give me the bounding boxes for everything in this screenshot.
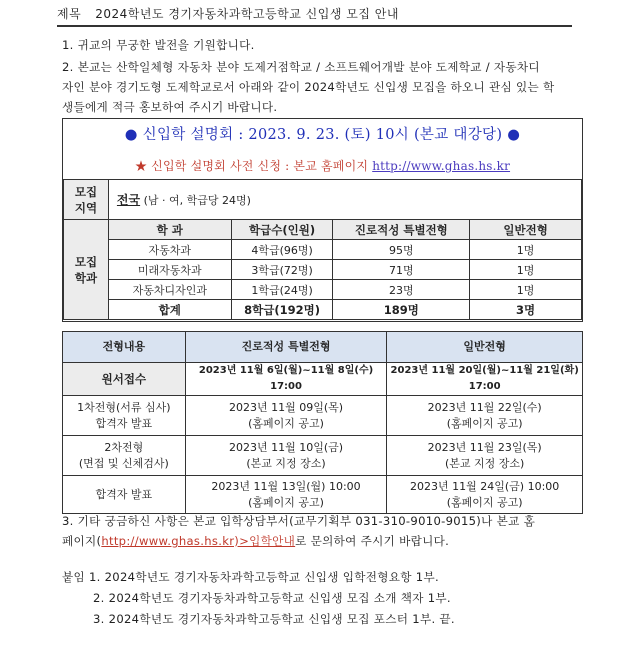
final-general-note: (홈페이지 공고) [446,495,523,509]
cell-classes: 4학급(96명) [231,240,333,260]
bullet-icon: ● [124,127,138,143]
recruitment-table [63,179,582,320]
cell-classes: 3학급(72명) [231,260,333,280]
total-label: 합계 [108,300,231,320]
paragraph-3-line-2 [62,530,449,552]
schedule-header-special: 진로적성 특별전형 [185,332,387,363]
paragraph-3-suffix: 로 문의하여 주시기 바랍니다. [295,534,450,548]
second-round-general [387,436,583,476]
table-row [63,332,583,363]
attachment-1: 붙임 1. 2024학년도 경기자동차과학고등학교 신입생 입학전형요항 1부. [62,570,439,584]
second-round-label-1: 2차전형 [104,440,144,454]
pre-registration-note [63,157,582,174]
table-row [63,476,583,514]
paragraph-2-line-3: 생들에게 적극 홍보하여 주시기 바랍니다. [62,100,278,114]
region-label-line-2: 지역 [74,200,98,215]
second-special-note: (본교 지정 장소) [246,456,326,470]
second-special-date: 2023년 11월 10일(금) [229,440,344,454]
recruitment-box [62,118,583,322]
second-round-special [185,436,387,476]
dept-label [64,220,109,320]
attachment-3: 3. 2024학년도 경기자동차과학고등학교 신입생 모집 포스터 1부. 끝. [93,612,455,626]
paragraph-1: 1. 귀교의 무궁한 발전을 기원합니다. [62,38,255,52]
col-header-general: 일반전형 [470,220,582,240]
first-general-note: (홈페이지 공고) [446,416,523,430]
info-session-text: 신입학 설명회 : 2023. 9. 23. (토) 10시 (본교 대강당) [142,127,503,143]
final-special [185,476,387,514]
table-row [63,436,583,476]
admission-link[interactable]: http://www.ghas.hs.kr)>입학안내 [101,534,296,548]
paragraph-2-line-1: 2. 본교는 산학일체형 자동차 분야 도제거점학교 / 소프트웨어개발 분야 도제학교 / 자동차디 [62,60,540,74]
second-general-date: 2023년 11월 23일(목) [427,440,542,454]
first-round-special [185,396,387,436]
schedule-table [62,331,583,514]
first-general-date: 2023년 11월 22일(수) [427,400,542,414]
dept-label-line-2: 학과 [74,270,98,285]
region-value [108,180,581,220]
second-round-label-2: (면접 및 신체검사) [78,456,169,470]
schedule-header-type: 전형내용 [63,332,186,363]
apply-special: 2023년 11월 6일(월)~11월 8일(수) 17:00 [185,363,387,396]
apply-general: 2023년 11월 20일(월)~11월 21일(화) 17:00 [387,363,583,396]
schedule-header-general: 일반전형 [387,332,583,363]
second-round-label [63,436,186,476]
cell-general: 1명 [470,260,582,280]
col-header-special: 진로적성 특별전형 [333,220,470,240]
total-general: 3명 [470,300,582,320]
info-session-banner [63,123,582,144]
second-general-note: (본교 지정 장소) [445,456,525,470]
subject-line [57,3,572,27]
cell-dept: 자동차디자인과 [108,280,231,300]
table-total-row [64,300,582,320]
apply-label: 원서접수 [63,363,186,396]
first-round-label-1: 1차전형(서류 심사) [77,400,171,414]
paragraph-3-prefix: 페이지( [62,534,102,548]
dept-label-line-1: 모집 [74,254,98,269]
col-header-classes: 학급수(인원) [231,220,333,240]
first-round-label [63,396,186,436]
cell-dept: 미래자동차과 [108,260,231,280]
final-label: 합격자 발표 [63,476,186,514]
first-round-label-2: 합격자 발표 [95,416,153,430]
paragraph-3-line-1: 3. 기타 궁금하신 사항은 본교 입학상담부서(교무기획부 031-310-9010-9015)나 본교 홈 [62,514,536,528]
cell-dept: 자동차과 [108,240,231,260]
final-special-note: (홈페이지 공고) [248,495,324,509]
region-label-line-1: 모집 [74,184,98,199]
col-header-dept: 학 과 [108,220,231,240]
homepage-link[interactable]: http://www.ghas.hs.kr [372,159,511,173]
first-round-general [387,396,583,436]
region-value-bold: 전국 [116,193,141,207]
table-row [64,180,582,220]
first-special-note: (홈페이지 공고) [248,416,324,430]
bullet-icon: ● [507,127,521,143]
table-row [64,220,582,240]
table-row [63,363,583,396]
final-special-date: 2023년 11월 13일(월) 10:00 [211,479,361,493]
total-special: 189명 [333,300,470,320]
attachment-2: 2. 2024학년도 경기자동차과학고등학교 신입생 모집 소개 책자 1부. [93,591,451,605]
star-icon: ★ [134,159,148,173]
cell-special: 71명 [333,260,470,280]
cell-general: 1명 [470,240,582,260]
cell-classes: 1학급(24명) [231,280,333,300]
region-value-rest: (남 · 여, 학급당 24명) [143,194,251,207]
cell-general: 1명 [470,280,582,300]
subject-title: 2024학년도 경기자동차과학고등학교 신입생 모집 안내 [95,7,399,21]
paragraph-2-line-2: 자인 분야 경기도형 도제학교로서 아래와 같이 2024학년도 신입생 모집을 하오니 관심 있는 학 [62,80,555,94]
final-general-date: 2023년 11월 24일(금) 10:00 [410,479,560,493]
pre-registration-text: 신입학 설명회 사전 신청 : 본교 홈페이지 [151,159,369,173]
table-row [64,240,582,260]
first-special-date: 2023년 11월 09일(목) [229,400,344,414]
table-row [63,396,583,436]
final-general [387,476,583,514]
cell-special: 95명 [333,240,470,260]
table-row [64,260,582,280]
table-row [64,280,582,300]
cell-special: 23명 [333,280,470,300]
region-label [64,180,109,220]
total-classes: 8학급(192명) [231,300,333,320]
subject-label: 제목 [57,7,82,21]
